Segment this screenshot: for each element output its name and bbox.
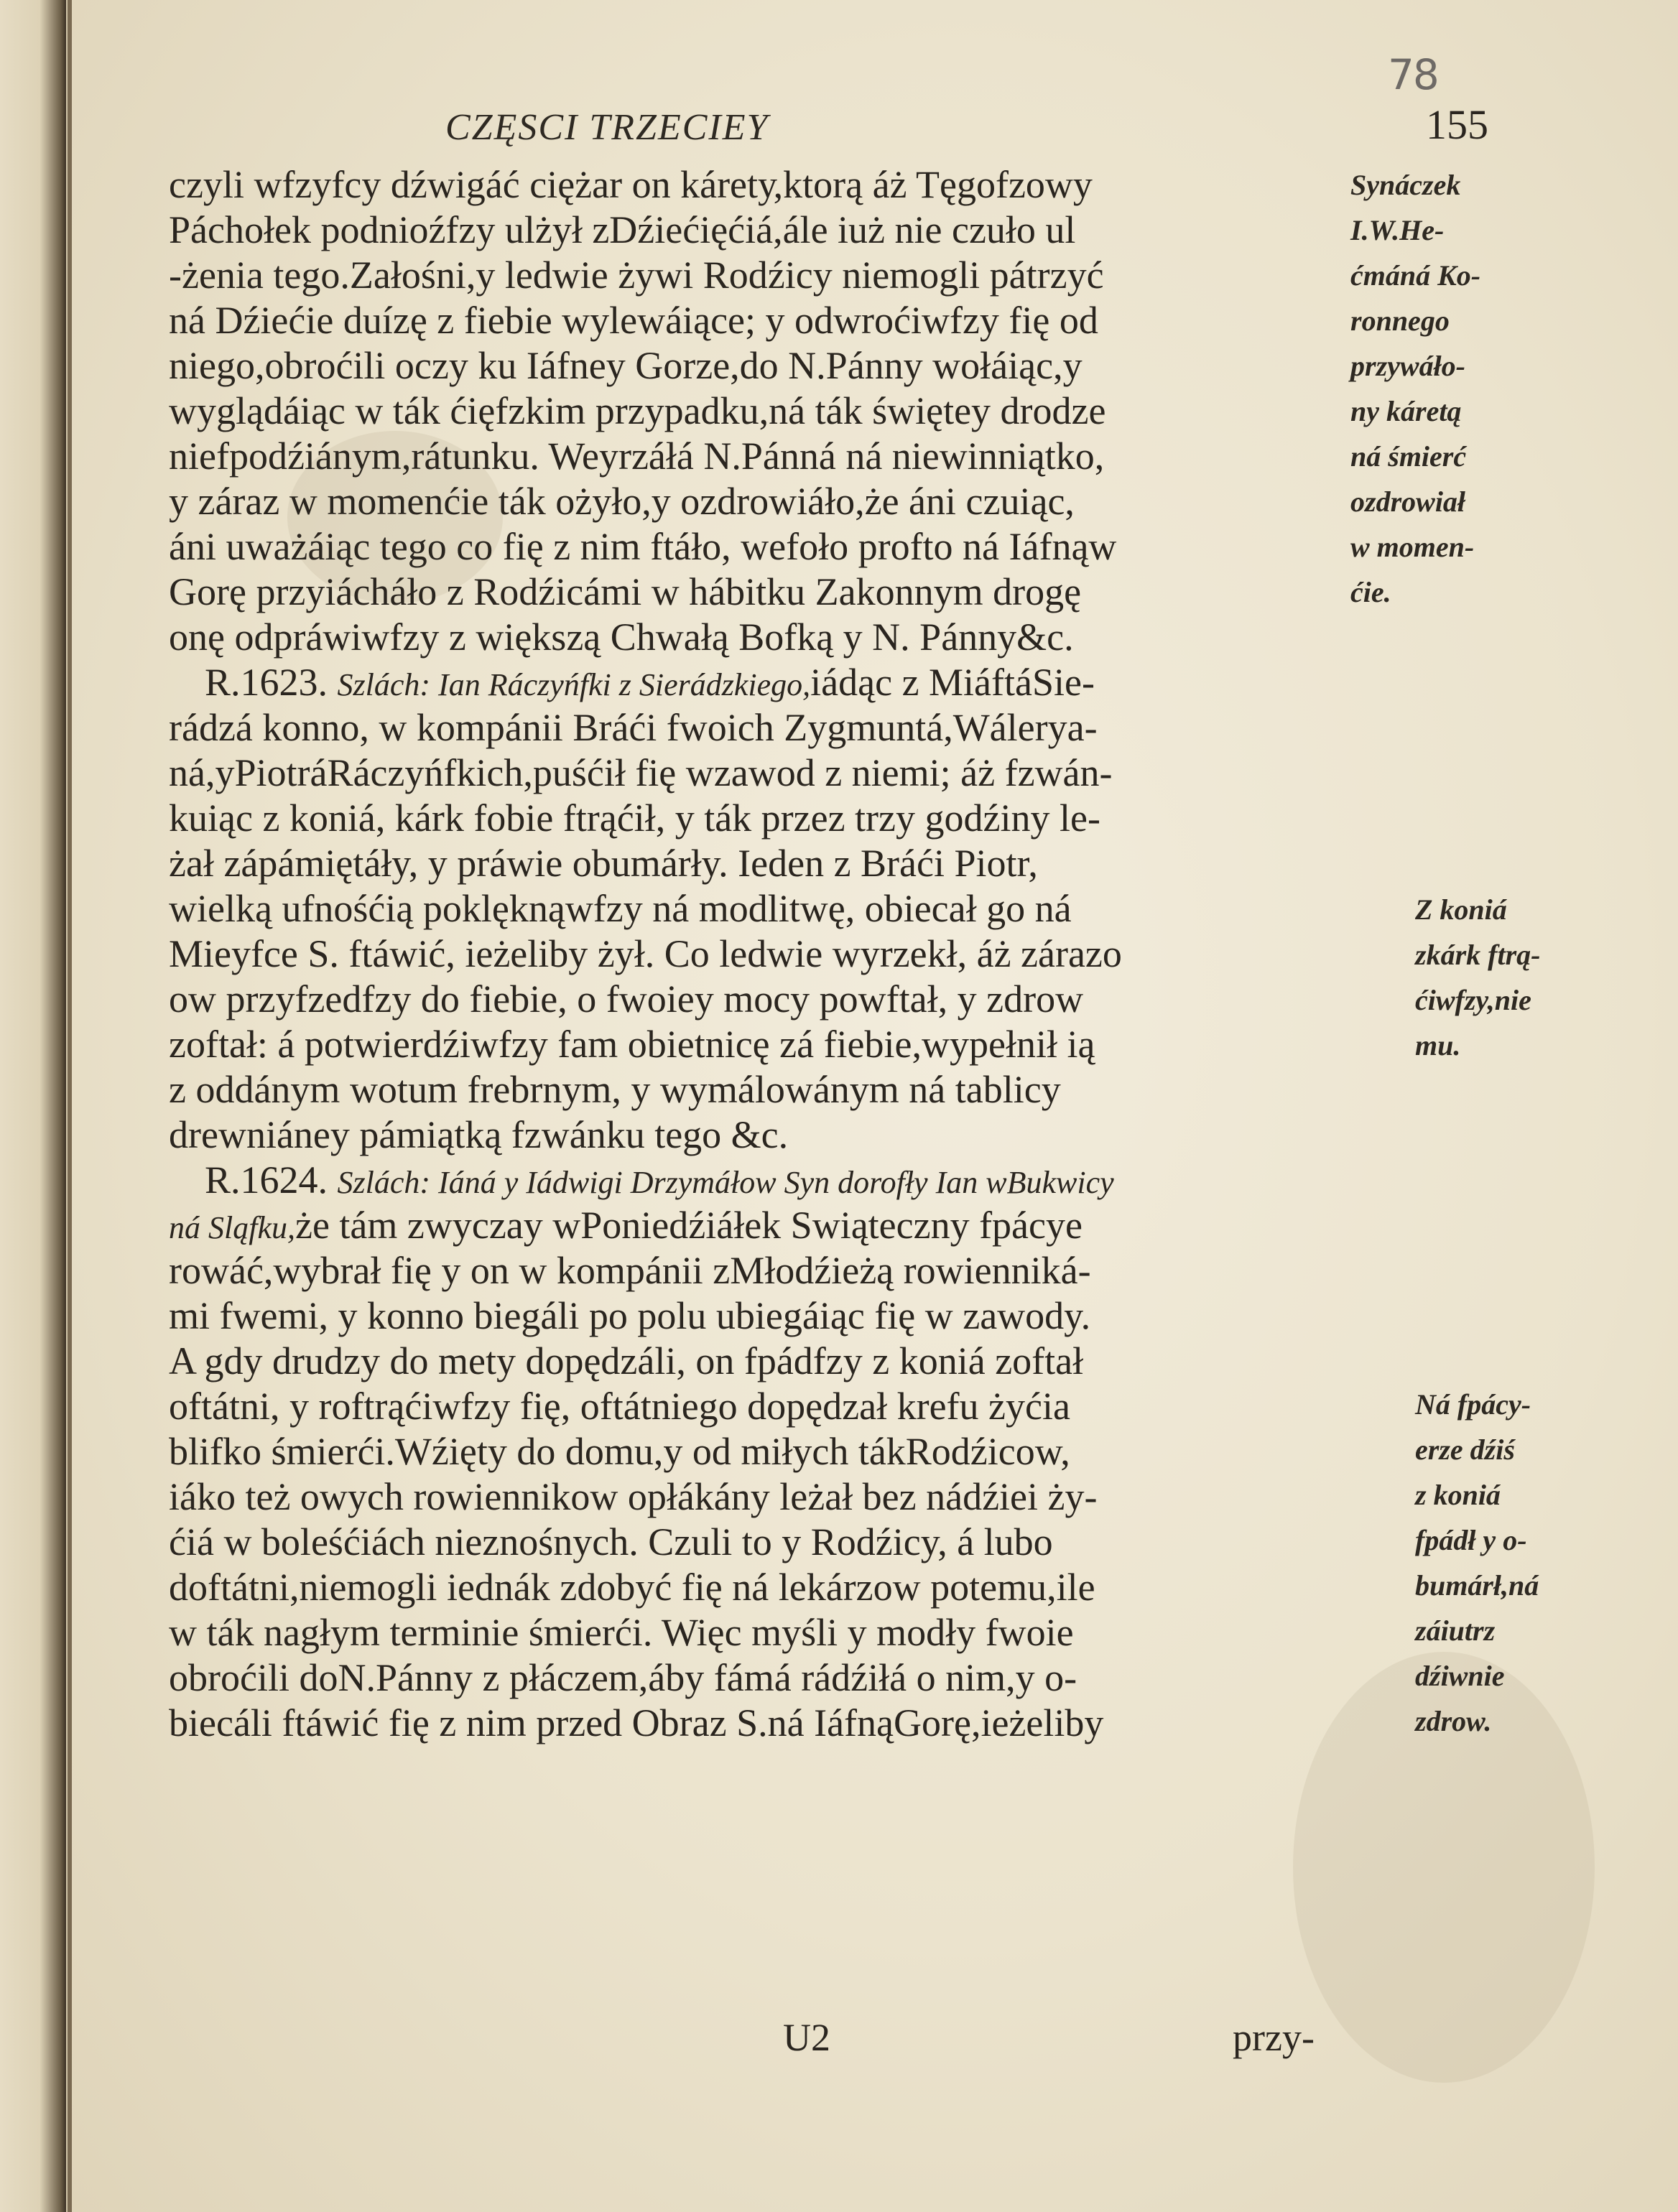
marginal-note-line: ćmáná Ko- [1350, 259, 1481, 292]
italic-name: Szlách: Ian Ráczyńfki z Sierádzkiego, [337, 667, 811, 702]
marginal-note-line: ronnego [1350, 305, 1450, 337]
marginal-note [1350, 162, 1480, 615]
line-text: że tám zwyczay wPoniedźiáłek Swiąteczny fpácye [295, 1204, 1083, 1247]
catchword: przy- [1233, 2016, 1315, 2059]
line-text: niefpodźiánym,rátunku. Weyrzáłá N.Pánná ná niewinniątko, [169, 434, 1105, 478]
text-line [169, 298, 1404, 343]
line-text: onę odpráwiwfzy z większą Chwałą Bofką y N. Pánny&c. [169, 615, 1074, 659]
text-line [169, 1610, 1404, 1655]
line-text: A gdy drudzy do mety dopędzáli, on fpádfzy z koniá zoftał [169, 1339, 1084, 1382]
text-line [169, 615, 1404, 660]
text-line [169, 389, 1404, 434]
line-text: ow przyfzedfzy do fiebie, o fwoiey mocy powftał, y zdrow [169, 977, 1084, 1021]
line-text: zoftał: á potwierdźiwfzy fam obietnicę zá fiebie,wypełnił ią [169, 1023, 1095, 1066]
text-line [169, 570, 1404, 615]
marginal-note-line: zkárk ftrą- [1415, 939, 1541, 971]
marginal-note [1415, 887, 1540, 1068]
handwritten-folio-number: 78 [1388, 50, 1438, 99]
text-line [169, 1565, 1404, 1610]
marginal-note-line: záiutrz [1415, 1614, 1496, 1647]
text-line [169, 343, 1404, 389]
marginal-note [1415, 1382, 1539, 1744]
line-text: kuiąc z koniá, kárk fobie ftrąćił, y ták przez trzy godźiny le- [169, 796, 1100, 840]
text-line [169, 705, 1404, 750]
marginal-note-line: ćiwfzy,nie [1415, 984, 1531, 1016]
running-head: CZĘSCI TRZECIEY [445, 107, 769, 148]
line-text: rádzá konno, w kompánii Bráći fwoich Zygmuntá,Wálerya- [169, 706, 1098, 749]
marginal-note-line: fpádł y o- [1415, 1524, 1527, 1556]
text-line [169, 1248, 1404, 1293]
line-text: ćiá w boleśćiách nieznośnych. Czuli to y Rodźicy, á lubo [169, 1520, 1053, 1563]
text-line [169, 1293, 1404, 1339]
line-text: Páchołek podnioźfzy ulżył zDźiećięćiá,ále iuż nie czuło ul [169, 208, 1076, 251]
previous-page-edge [0, 0, 66, 2212]
marginal-note-line: Synáczek [1350, 169, 1461, 201]
text-line [169, 886, 1404, 931]
text-line [169, 750, 1404, 796]
text-line [169, 434, 1404, 479]
line-text: biecáli ftáwić fię z nim przed Obraz S.ná IáfnąGorę,ieżeliby [169, 1701, 1104, 1744]
line-text: -żenia tego.Załośni,y ledwie żywi Rodźicy niemogli pátrzyć [169, 254, 1104, 297]
marginal-note-line: w momen- [1350, 531, 1475, 563]
text-line [169, 1474, 1404, 1520]
line-text: z oddánym wotum frebrnym, y wymálowánym ná tablicy [169, 1068, 1061, 1111]
text-line [169, 1384, 1404, 1429]
marginal-note-line: ny káretą [1350, 395, 1462, 427]
line-text: iádąc z MiáftáSie- [810, 661, 1095, 704]
line-text: oftátni, y roftrąćiwfzy fię, oftátniego dopędzał krefu żyćia [169, 1385, 1070, 1428]
text-line [169, 841, 1404, 886]
line-text: áni uważáiąc tego co fię z nim ftáło, wefoło profto ná Iáfnąw [169, 525, 1117, 568]
text-line [169, 931, 1404, 977]
text-line [169, 796, 1404, 841]
marginal-note-line: mu. [1415, 1029, 1461, 1061]
line-text: iáko też owych rowiennikow opłákány leżał bez nádźiei ży- [169, 1475, 1098, 1518]
text-line [169, 479, 1404, 524]
text-line [169, 1655, 1404, 1701]
marginal-note-line: przywáło- [1350, 350, 1465, 382]
text-line [169, 1067, 1404, 1112]
marginal-note-line: ná śmierć [1350, 440, 1467, 473]
body-text [169, 162, 1404, 1746]
marginal-note-line: ozdrowiał [1350, 485, 1466, 518]
text-line [169, 253, 1404, 298]
text-line [169, 1203, 1404, 1248]
marginal-note-line: Z koniá [1415, 893, 1507, 926]
line-text: wyglądáiąc w ták ćięfzkim przypadku,ná ták świętey drodze [169, 389, 1106, 432]
text-line [169, 660, 1404, 705]
line-text: czyli wfzyfcy dźwigáć ciężar on káretу,ktorą áż Tęgofzowy [169, 163, 1093, 206]
text-line [169, 1429, 1404, 1474]
text-line [169, 524, 1404, 570]
line-text: w ták nagłym terminie śmierći. Więc myśli y modły fwoie [169, 1611, 1074, 1654]
text-line [169, 1701, 1404, 1746]
text-line [169, 1520, 1404, 1565]
line-text: Gorę przyiácháło z Rodźicámi w hábitku Zakonnym drogę [169, 570, 1082, 613]
line-text: rowáć,wybrał fię y on w kompánii zMłodźieżą rowienniká- [169, 1249, 1091, 1292]
marginal-note-line: ćie. [1350, 576, 1391, 608]
line-text: y záraz w momenćie ták ożyło,y ozdrowiáło,że áni czuiąc, [169, 480, 1075, 523]
text-line [169, 1339, 1404, 1384]
text-line [169, 977, 1404, 1022]
line-text: ná,yPiotráRáczyńfkich,puśćił fię wzawod z niemi; áż fzwán- [169, 751, 1113, 794]
marginal-note-line: Ná fpácy- [1415, 1388, 1531, 1421]
marginal-note-line: z koniá [1415, 1479, 1501, 1511]
line-text: doftátni,niemogli iednák zdobyć fię ná lekárzow potemu,ile [169, 1566, 1095, 1609]
signature-mark: U2 [783, 2016, 830, 2059]
text-line [169, 162, 1404, 208]
line-text: blifko śmierći.Wźięty do domu,y od miłych tákRodźicow, [169, 1430, 1070, 1473]
text-line [169, 1158, 1404, 1203]
line-text: niego,obroćili oczy ku Iáfney Gorze,do N.Pánny wołáiąc,y [169, 344, 1083, 387]
line-text: obroćili doN.Pánny z płáczem,áby fámá rádźiłá o nim,y o- [169, 1656, 1077, 1699]
marginal-note-line: zdrow. [1415, 1705, 1492, 1737]
line-text: Mieyfce S. ftáwić, ieżeliby żył. Co ledwie wyrzekł, áż zárazo [169, 932, 1122, 975]
italic-name: Szlách: Iáná y Iádwigi Drzymáłow Syn dorofły Ian wBukwicy [337, 1165, 1114, 1200]
marginal-note-line: erze dźiś [1415, 1433, 1515, 1466]
year-prefix: R.1624. [205, 1158, 338, 1202]
marginal-note-line: I.W.He- [1350, 214, 1445, 246]
year-prefix: R.1623. [205, 661, 338, 704]
line-text: wielką ufnośćią poklęknąwfzy ná modlitwę, obiecał go ná [169, 887, 1072, 930]
marginal-note-line: bumárł,ná [1415, 1569, 1539, 1602]
italic-name: ná Sląfku, [169, 1210, 295, 1245]
marginal-note-line: dźiwnie [1415, 1660, 1505, 1692]
page-number: 155 [1426, 101, 1488, 148]
line-text: żał zápámiętáły, y práwie obumárły. Ieden z Bráći Piotr, [169, 842, 1038, 885]
line-text: drewniáney pámiątką fzwánku tego &c. [169, 1113, 789, 1156]
line-text: mi fwemi, y konno biegáli po polu ubiegáiąc fię w zawody. [169, 1294, 1091, 1337]
text-line [169, 1022, 1404, 1067]
line-text: ná Dźiećie duízę z fiebie wylewáiące; y odwroćiwfzy fię od [169, 299, 1098, 342]
text-line [169, 1112, 1404, 1158]
text-line [169, 208, 1404, 253]
